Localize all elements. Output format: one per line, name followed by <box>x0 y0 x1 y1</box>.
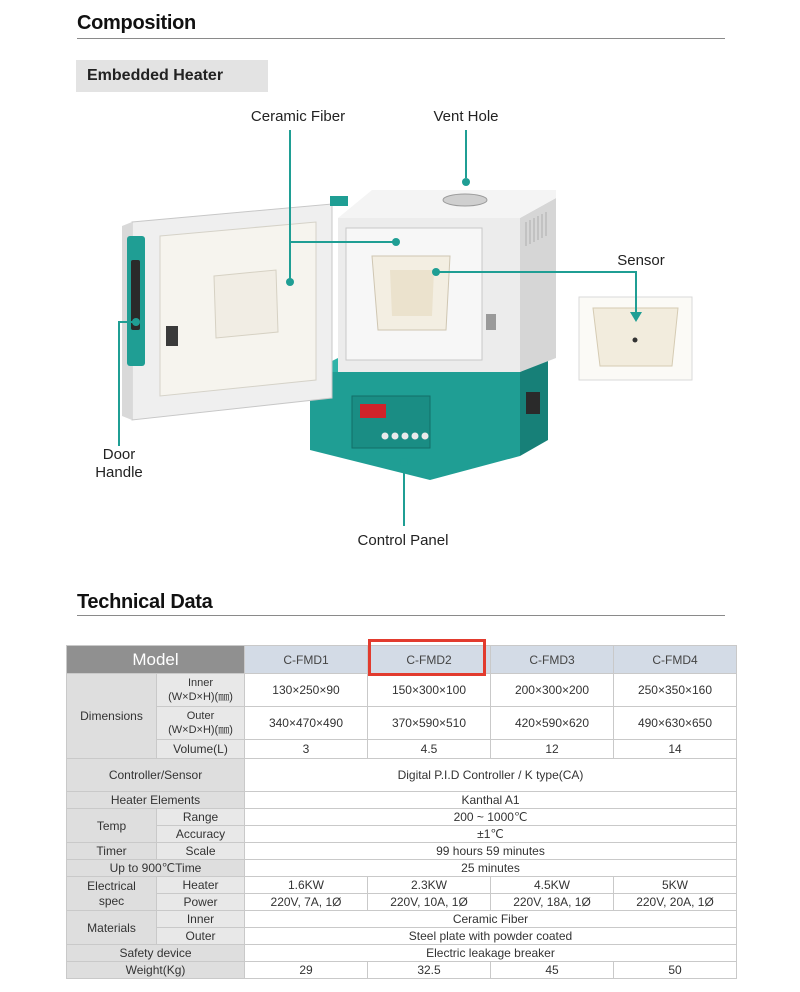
mat-inner-label: Inner <box>157 911 245 928</box>
table-cell: 32.5 <box>368 962 491 979</box>
table-cell: 25 minutes <box>245 860 737 877</box>
table-row <box>67 945 737 962</box>
table-cell: 4.5KW <box>491 877 614 894</box>
safety-label: Safety device <box>67 945 245 962</box>
table-cell: 200×300×200 <box>491 674 614 707</box>
table-cell: 50 <box>614 962 737 979</box>
volume-label: Volume(L) <box>157 740 245 759</box>
weight-label: Weight(Kg) <box>67 962 245 979</box>
table-cell: Ceramic Fiber <box>245 911 737 928</box>
table-cell: Steel plate with powder coated <box>245 928 737 945</box>
table-cell: 150×300×100 <box>368 674 491 707</box>
outer-label: Outer (W×D×H)(㎜) <box>157 707 245 740</box>
table-row <box>67 894 737 911</box>
model-col: C-FMD4 <box>614 646 737 674</box>
table-row <box>67 707 737 740</box>
table-row <box>67 674 737 707</box>
table-cell: 45 <box>491 962 614 979</box>
heater-label: Heater <box>157 877 245 894</box>
table-row <box>67 759 737 792</box>
technical-data-table <box>66 645 737 979</box>
table-row <box>67 809 737 826</box>
table-cell: Digital P.I.D Controller / K type(CA) <box>245 759 737 792</box>
materials-label: Materials <box>67 911 157 945</box>
table-cell: 420×590×620 <box>491 707 614 740</box>
callout-control-panel: Control Panel <box>357 532 449 549</box>
accuracy-label: Accuracy <box>157 826 245 843</box>
callout-door: Door <box>102 446 136 463</box>
callout-handle: Handle <box>95 464 143 481</box>
table-cell: 250×350×160 <box>614 674 737 707</box>
inner-label: Inner (W×D×H)(㎜) <box>157 674 245 707</box>
table-cell: 4.5 <box>368 740 491 759</box>
table-cell: 99 hours 59 minutes <box>245 843 737 860</box>
table-cell: 370×590×510 <box>368 707 491 740</box>
power-label: Power <box>157 894 245 911</box>
mat-outer-label: Outer <box>157 928 245 945</box>
technical-data-title: Technical Data <box>77 591 213 613</box>
model-col: C-FMD1 <box>245 646 368 674</box>
electrical-label: Electrical spec <box>67 877 157 911</box>
table-cell: 340×470×490 <box>245 707 368 740</box>
table-cell: 200 ~ 1000℃ <box>245 809 737 826</box>
table-cell: 130×250×90 <box>245 674 368 707</box>
table-cell: 490×630×650 <box>614 707 737 740</box>
temp-label: Temp <box>67 809 157 843</box>
table-cell: Electric leakage breaker <box>245 945 737 962</box>
furnace-body <box>338 190 556 372</box>
range-label: Range <box>157 809 245 826</box>
table-cell: 2.3KW <box>368 877 491 894</box>
table-row <box>67 911 737 928</box>
furnace-door <box>122 196 348 420</box>
table-cell: 12 <box>491 740 614 759</box>
table-cell: 220V, 10A, 1Ø <box>368 894 491 911</box>
table-row <box>67 826 737 843</box>
model-highlight-box <box>368 639 486 676</box>
table-cell: 220V, 7A, 1Ø <box>245 894 368 911</box>
model-header: Model <box>67 646 245 674</box>
table-cell: 220V, 20A, 1Ø <box>614 894 737 911</box>
table-row <box>67 792 737 809</box>
table-row <box>67 843 737 860</box>
model-col: C-FMD2 <box>368 646 491 674</box>
table-cell: ±1℃ <box>245 826 737 843</box>
callout-vent-hole: Vent Hole <box>433 108 499 125</box>
table-cell: 5KW <box>614 877 737 894</box>
table-cell: 14 <box>614 740 737 759</box>
table-cell: Kanthal A1 <box>245 792 737 809</box>
table-row <box>67 928 737 945</box>
table-cell: 29 <box>245 962 368 979</box>
control-box <box>310 358 548 480</box>
table-cell: 1.6KW <box>245 877 368 894</box>
technical-data-rule <box>77 615 725 616</box>
model-col: C-FMD3 <box>491 646 614 674</box>
upto-label: Up to 900℃Time <box>67 860 245 877</box>
dimensions-label: Dimensions <box>67 674 157 759</box>
callout-ceramic-fiber: Ceramic Fiber <box>250 108 346 125</box>
table-row <box>67 962 737 979</box>
furnace-illustration <box>0 100 800 570</box>
table-row <box>67 877 737 894</box>
embedded-heater-tab: Embedded Heater <box>76 60 268 92</box>
table-cell: 220V, 18A, 1Ø <box>491 894 614 911</box>
scale-label: Scale <box>157 843 245 860</box>
table-row <box>67 860 737 877</box>
composition-title: Composition <box>77 12 196 34</box>
table-cell: 3 <box>245 740 368 759</box>
controller-label: Controller/Sensor <box>67 759 245 792</box>
heater-elements-label: Heater Elements <box>67 792 245 809</box>
timer-label: Timer <box>67 843 157 860</box>
callout-sensor: Sensor <box>617 252 665 269</box>
composition-rule <box>77 38 725 39</box>
table-row <box>67 740 737 759</box>
